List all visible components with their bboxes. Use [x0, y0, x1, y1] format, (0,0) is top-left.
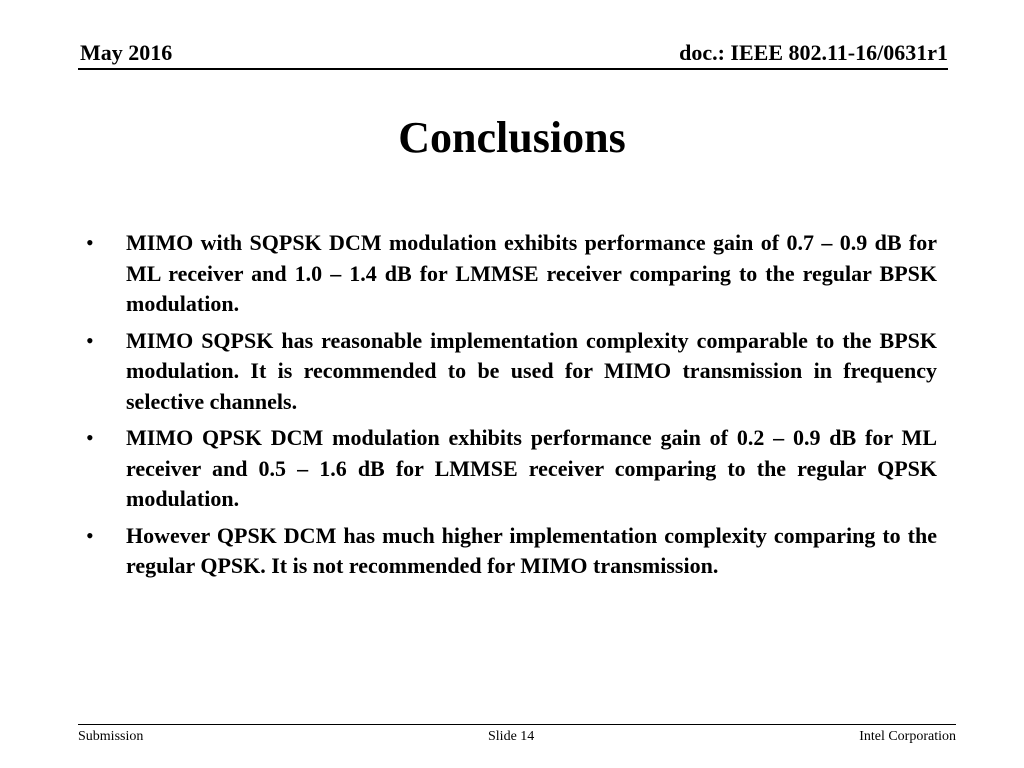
header-date: May 2016: [80, 40, 173, 65]
header-divider: [78, 68, 948, 70]
bullet-text: MIMO QPSK DCM modulation exhibits performance gain of 0.2 – 0.9 dB for ML receiver and 0.5 – 1.6 dB for LMMSE receiver comparing to the regular QPSK modulation.: [126, 425, 937, 511]
bullet-icon: •: [86, 522, 94, 548]
bullet-icon: •: [86, 327, 94, 353]
bullet-item: [82, 521, 937, 582]
bullet-icon: •: [86, 425, 94, 450]
bullet-item: [82, 228, 937, 320]
slide-title: Conclusions: [398, 113, 626, 162]
bullet-text: However QPSK DCM has much higher implementation complexity comparing to the regular QPSK. It is not recommended for MIMO transmission.: [126, 522, 937, 578]
header-doc-id: doc.: IEEE 802.11-16/0631r1: [679, 40, 948, 65]
bullet-list: [82, 228, 937, 588]
bullet-text: MIMO with SQPSK DCM modulation exhibits performance gain of 0.7 – 0.9 dB for ML receiver and 1.0 – 1.4 dB for LMMSE receiver comparing to the regular BPSK modulation.: [126, 230, 937, 316]
bullet-icon: •: [86, 230, 94, 255]
bullet-text: MIMO SQPSK has reasonable implementation complexity comparable to the BPSK modulation. It is recommended to be used for MIMO transmission in frequency selective channels.: [126, 327, 937, 414]
footer-submission: Submission: [78, 729, 144, 744]
footer-divider: [78, 724, 956, 725]
bullet-item: [82, 423, 937, 515]
footer-slide-number: Slide 14: [488, 729, 535, 744]
bullet-item: [82, 326, 937, 418]
footer-organization: Intel Corporation: [859, 729, 956, 744]
